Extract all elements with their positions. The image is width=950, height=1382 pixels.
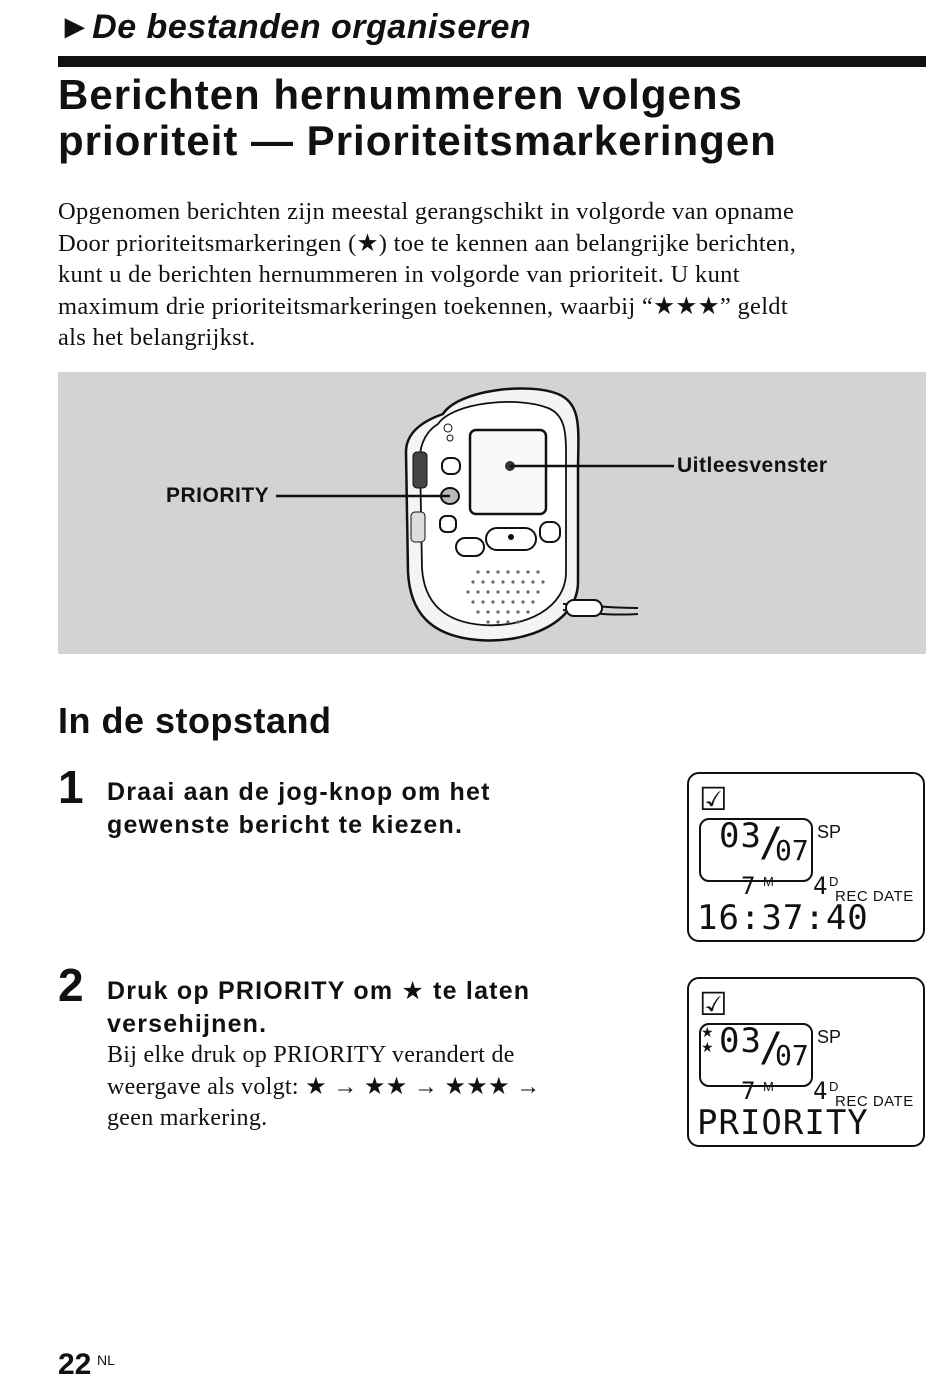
- counter-slash: /: [759, 820, 784, 866]
- message-number: 03: [719, 1021, 762, 1061]
- month-unit: M: [763, 1079, 774, 1094]
- header-rule: [58, 56, 926, 67]
- step-detail: [107, 1040, 627, 1135]
- section-heading: In de stopstand: [58, 700, 332, 741]
- day-unit: D: [829, 1079, 839, 1094]
- page-title-line-2: prioriteit — Prioriteitsmarkeringen: [58, 117, 777, 164]
- month-value: 7: [741, 1077, 756, 1105]
- intro-line: Opgenomen berichten zijn meestal gerangschikt in volgorde van opname: [58, 198, 795, 225]
- recording-mode: SP: [817, 822, 842, 842]
- display-window-label: Uitleesvenster: [677, 454, 828, 477]
- rec-date-label: REC DATE: [835, 888, 914, 905]
- device-illustration: [58, 372, 926, 654]
- lcd-display: [687, 977, 925, 1147]
- step-number: 1: [58, 761, 84, 813]
- step-instruction: [107, 975, 627, 1041]
- month-value: 7: [741, 872, 756, 900]
- message-number: 03: [719, 816, 762, 856]
- intro-paragraph: [58, 196, 918, 354]
- section-header: ►De bestanden organiseren: [58, 8, 532, 46]
- recording-mode: SP: [817, 1027, 842, 1047]
- step-instruction-line: Draai aan de jog-knop om het: [107, 778, 491, 806]
- step-detail-line: Bij elke druk op PRIORITY verandert de: [107, 1042, 515, 1068]
- day-value: 4: [813, 1077, 828, 1105]
- lcd-bottom-text: PRIORITY: [697, 1103, 869, 1143]
- message-total: 07: [775, 834, 809, 867]
- device-figure: [58, 372, 926, 654]
- lcd-bottom-text: 16:37:40: [697, 898, 869, 938]
- check-icon: ☑: [699, 986, 728, 1022]
- step-instruction-line: gewenste bericht te kiezen.: [107, 811, 464, 839]
- message-total: 07: [775, 1039, 809, 1072]
- month-unit: M: [763, 874, 774, 889]
- intro-line: kunt u de berichten hernummeren in volgorde van prioriteit. U kunt: [58, 261, 740, 288]
- intro-line: maximum drie prioriteitsmarkeringen toekennen, waarbij “★★★” geldt: [58, 292, 788, 320]
- counter-slash: /: [759, 1025, 784, 1071]
- step-detail-line: weergave als volgt: ★ → ★★ → ★★★ →: [107, 1073, 541, 1100]
- page-language: NL: [97, 1352, 115, 1368]
- step-number: 2: [58, 959, 84, 1011]
- priority-button-label: PRIORITY: [166, 484, 270, 507]
- step-detail-line: geen markering.: [107, 1105, 268, 1131]
- step-instruction-line: Druk op PRIORITY om ★ te laten: [107, 977, 531, 1005]
- day-value: 4: [813, 872, 828, 900]
- priority-stars: ★★: [701, 1024, 714, 1055]
- day-unit: D: [829, 874, 839, 889]
- step-instruction-line: versehijnen.: [107, 1010, 268, 1038]
- page-number: 22: [58, 1348, 92, 1381]
- check-icon: ☑: [699, 781, 728, 817]
- page-title: [58, 72, 928, 164]
- page-title-line-1: Berichten hernummeren volgens: [58, 71, 743, 118]
- lcd-display: [687, 772, 925, 942]
- intro-line: als het belangrijkst.: [58, 324, 256, 351]
- intro-line: Door prioriteitsmarkeringen (★) toe te kennen aan belangrijke berichten,: [58, 229, 797, 257]
- rec-date-label: REC DATE: [835, 1093, 914, 1110]
- step-instruction: [107, 776, 627, 842]
